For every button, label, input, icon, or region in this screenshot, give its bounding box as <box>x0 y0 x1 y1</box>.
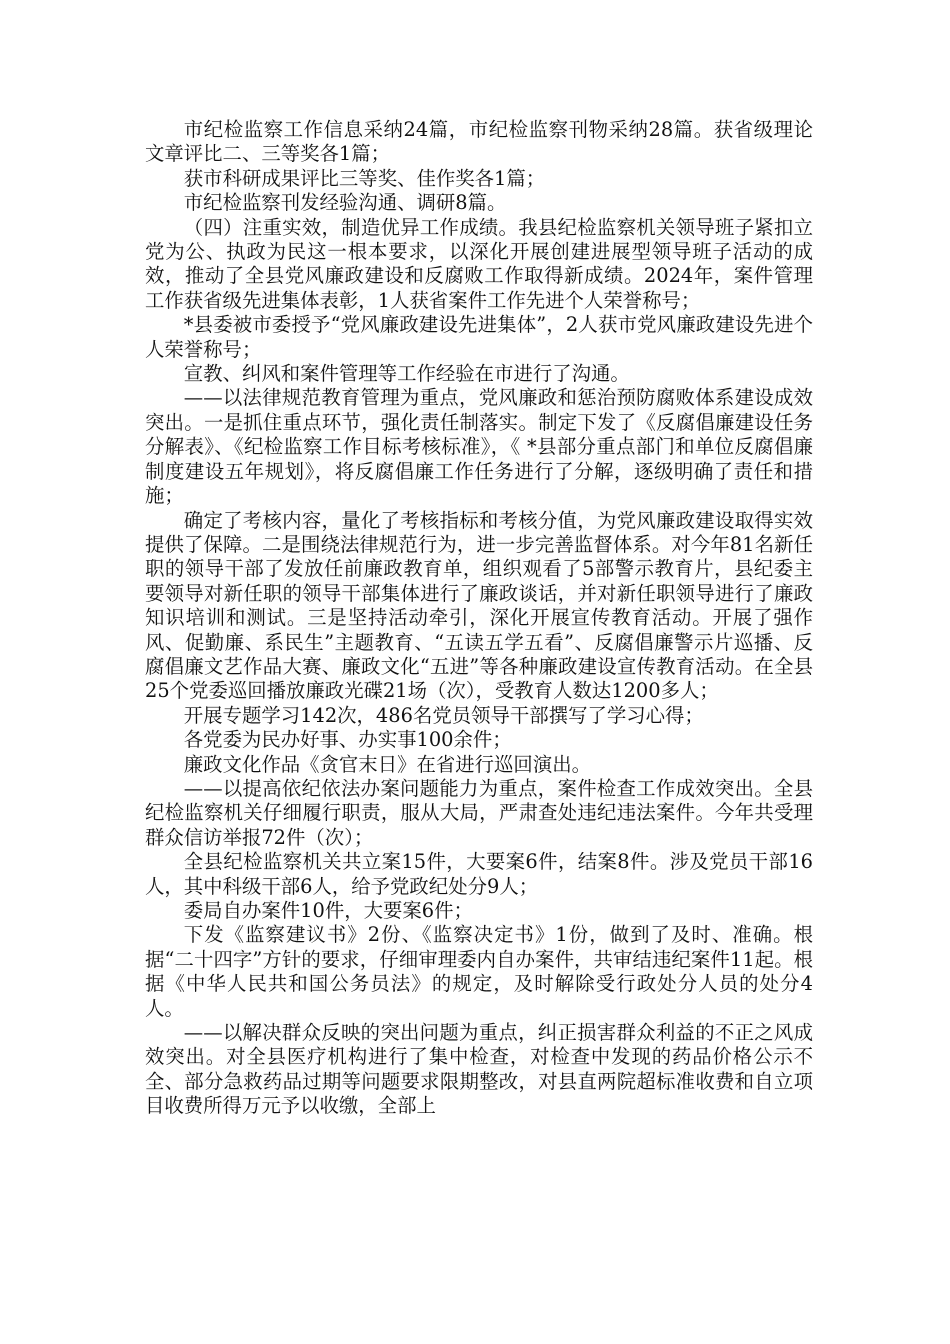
paragraph-2: 获市科研成果评比三等奖、佳作奖各1篇； <box>183 166 546 190</box>
paragraph-16: ——以解决群众反映的突出问题为重点，纠正损害群众利益的不正之风成效突出。对全县医疗机构进行了集中检查，对检查中发现的药品价格公示不全、部分急救药品过期等问题要求限期整改，对县直两院超标准收费和自立项目收费所得万元予以收缴，全部上 <box>145 1021 813 1118</box>
paragraph-14: 委局自办案件10件，大要案6件； <box>183 899 473 922</box>
paragraph-4: （四）注重实效，制造优异工作成绩。我县纪检监察机关领导班子紧扣立党为公、执政为民这一根本要求，以深化开展创建进展型领导班子活动的成效，推动了全县党风廉政建设和反腐败工作取得新成绩。2024年，案件管理工作获省级先进集体表彰，1人获省案件工作先进个人荣誉称号； <box>145 215 813 312</box>
paragraph-3: 市纪检监察刊发经验沟通、调研8篇。 <box>183 191 507 215</box>
paragraph-5: *县委被市委授予“党风廉政建设先进集体”，2人获市党风廉政建设先进个人荣誉称号； <box>145 313 813 361</box>
paragraph-15: 下发《监察建议书》2份、《监察决定书》1份，做到了及时、准确。根据“二十四字”方针的要求，仔细审理委内自办案件，共审结违纪案件11起。根据《中华人民共和国公务员法》的规定，及时解除受行政处分人员的处分4人。 <box>145 923 813 1020</box>
paragraph-6: 宣教、纠风和案件管理等工作经验在市进行了沟通。 <box>183 362 630 386</box>
paragraph-12: ——以提高依纪依法办案问题能力为重点，案件检查工作成效突出。全县纪检监察机关仔细履行职责，服从大局，严肃查处违纪违法案件。今年共受理群众信访举报72件（次）； <box>145 776 813 849</box>
paragraph-9: 开展专题学习142次，486名党员领导干部撰写了学习心得； <box>183 703 704 727</box>
paragraph-10: 各党委为民办好事、办实事100余件； <box>183 728 512 752</box>
paragraph-11: 廉政文化作品《贪官末日》在省进行巡回演出。 <box>183 752 591 776</box>
document-body <box>145 118 813 1119</box>
paragraph-1: 市纪检监察工作信息采纳24篇，市纪检监察刊物采纳28篇。获省级理论文章评比二、三等奖各1篇； <box>145 118 813 166</box>
paragraph-13: 全县纪检监察机关共立案15件，大要案6件，结案8件。涉及党员干部16人，其中科级干部6人，给予党政纪处分9人； <box>145 850 813 898</box>
paragraph-7: ——以法律规范教育管理为重点，党风廉政和惩治预防腐败体系建设成效突出。一是抓住重点环节，强化责任制落实。制定下发了《反腐倡廉建设任务分解表》、《纪检监察工作目标考核标准》，《 *县部分重点部门和单位反腐倡廉制度建设五年规划》，将反腐倡廉工作任务进行了分解，逐级明确了责任和措施； <box>145 386 813 508</box>
paragraph-8: 确定了考核内容，量化了考核指标和考核分值，为党风廉政建设取得实效提供了保障。二是围绕法律规范行为，进一步完善监督体系。对今年81名新任职的领导干部了发放任前廉政教育单，组织观看了5部警示教育片，县纪委主要领导对新任职的领导干部集体进行了廉政谈话，并对新任职领导进行了廉政知识培训和测试。三是坚持活动牵引，深化开展宣传教育活动。开展了强作风、促勤廉、系民生”主题教育、“五读五学五看”、反腐倡廉警示片巡播、反腐倡廉文艺作品大赛、廉政文化“五进”等各种廉政建设宣传教育活动。在全县25个党委巡回播放廉政光碟21场（次），受教育人数达1200多人； <box>145 508 813 703</box>
